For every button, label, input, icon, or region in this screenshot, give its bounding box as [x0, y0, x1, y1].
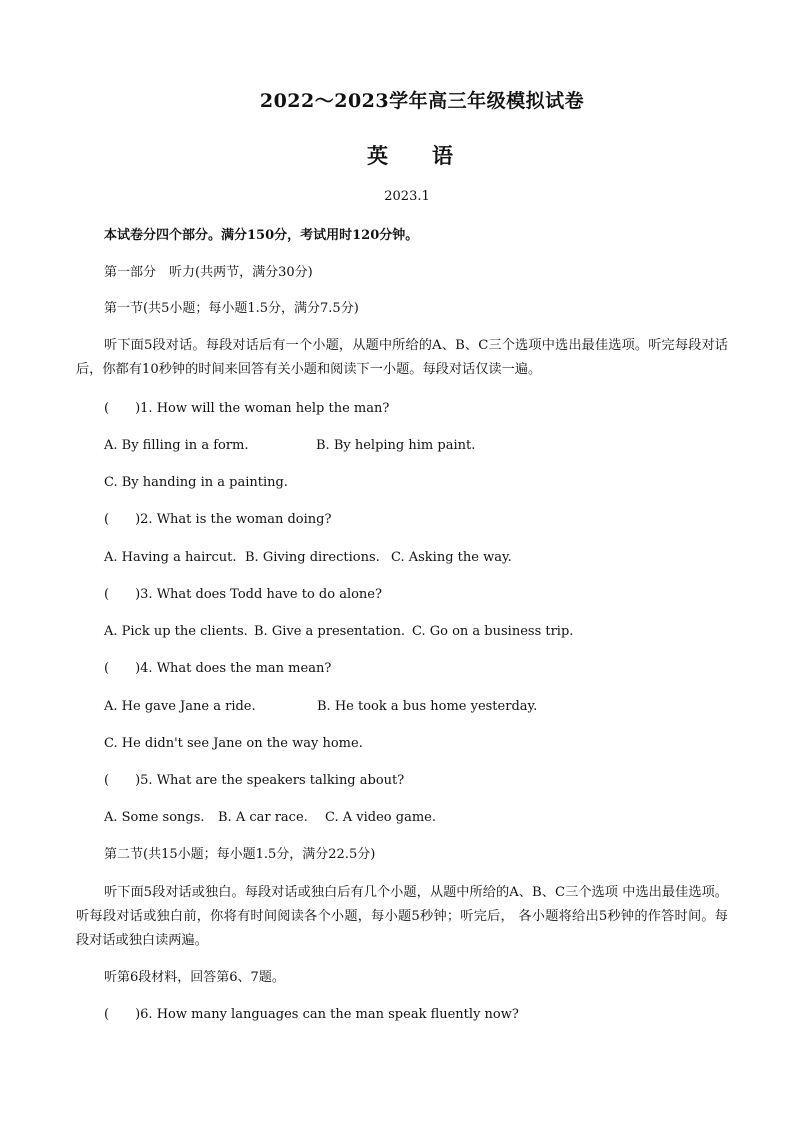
option-b: B. By helping him paint. — [316, 438, 476, 453]
answer-paren-close: ) — [135, 587, 141, 602]
option-b: B. A car race. — [218, 810, 308, 825]
question-4-option-c: C. He didn't see Jane on the way home. — [104, 736, 363, 751]
option-a: A. He gave Jane a ride. — [104, 699, 256, 714]
question-5 — [104, 773, 404, 789]
answer-paren-open: ( — [104, 401, 110, 416]
option-b: B. Give a presentation. — [254, 624, 406, 639]
section1-instructions: 听下面5段对话。每段对话后有一个小题，从题中所给的A、B、C三个选项中选出最佳选项。听完每段对话后，你都有10秒钟的时间来回答有关小题和阅读下一小题。每段对话仅读一遍。 — [76, 338, 728, 377]
answer-paren-close: ) — [135, 401, 141, 416]
question-3-options — [104, 624, 573, 640]
option-b: B. Giving directions. — [245, 550, 380, 565]
question-4-options-row1 — [104, 699, 537, 715]
question-3 — [104, 587, 382, 603]
option-b: B. He took a bus home yesterday. — [317, 699, 538, 714]
question-stem: 4. What does the man mean? — [140, 661, 332, 676]
question-4 — [104, 661, 331, 677]
part1-heading: 第一部分 听力(共两节，满分30分) — [104, 265, 313, 280]
option-c: C. Asking the way. — [391, 550, 512, 565]
exam-intro: 本试卷分四个部分。满分150分，考试用时120分钟。 — [104, 228, 419, 243]
answer-paren-close: ) — [135, 1007, 141, 1022]
question-1-option-c: C. By handing in a painting. — [104, 475, 288, 490]
answer-paren-open: ( — [104, 587, 110, 602]
answer-paren-open: ( — [104, 1007, 110, 1022]
option-a: A. By filling in a form. — [104, 438, 249, 453]
question-5-options — [104, 810, 436, 826]
question-stem: 1. How will the woman help the man? — [140, 401, 390, 416]
material-6-note: 听第6段材料，回答第6、7题。 — [104, 970, 285, 985]
question-1 — [104, 401, 389, 417]
option-c: C. Go on a business trip. — [412, 624, 574, 639]
question-stem: 6. How many languages can the man speak fluently now? — [140, 1007, 519, 1022]
question-2 — [104, 512, 331, 528]
exam-date: 2023.1 — [384, 189, 430, 204]
subject-title: 英语 — [367, 143, 497, 168]
exam-title: 2022～2023学年高三年级模拟试卷 — [259, 90, 585, 112]
answer-paren-open: ( — [104, 773, 110, 788]
question-2-options — [104, 550, 512, 566]
option-c: C. A video game. — [325, 810, 436, 825]
section2-instructions: 听下面5段对话或独白。每段对话或独白后有几个小题，从题中所给的A、B、C三个选项 中选出最佳选项。听每段对话或独白前，你将有时间阅读各个小题，每小题5秒钟；听完后， 各小题将给出5秒钟的作答时间。每段对话或独白读两遍。 — [76, 885, 728, 948]
question-1-options-row1 — [104, 438, 475, 454]
question-6 — [104, 1007, 519, 1023]
answer-paren-close: ) — [135, 661, 141, 676]
answer-paren-open: ( — [104, 512, 110, 527]
answer-paren-open: ( — [104, 661, 110, 676]
answer-paren-close: ) — [135, 773, 141, 788]
option-a: A. Pick up the clients. — [104, 624, 248, 639]
section2-heading: 第二节(共15小题；每小题1.5分，满分22.5分) — [104, 847, 376, 862]
question-stem: 2. What is the woman doing? — [140, 512, 332, 527]
option-a: A. Some songs. — [104, 810, 205, 825]
question-stem: 5. What are the speakers talking about? — [140, 773, 405, 788]
answer-paren-close: ) — [135, 512, 141, 527]
option-a: A. Having a haircut. — [104, 550, 237, 565]
section1-heading: 第一节(共5小题；每小题1.5分，满分7.5分) — [104, 301, 359, 316]
question-stem: 3. What does Todd have to do alone? — [140, 587, 382, 602]
